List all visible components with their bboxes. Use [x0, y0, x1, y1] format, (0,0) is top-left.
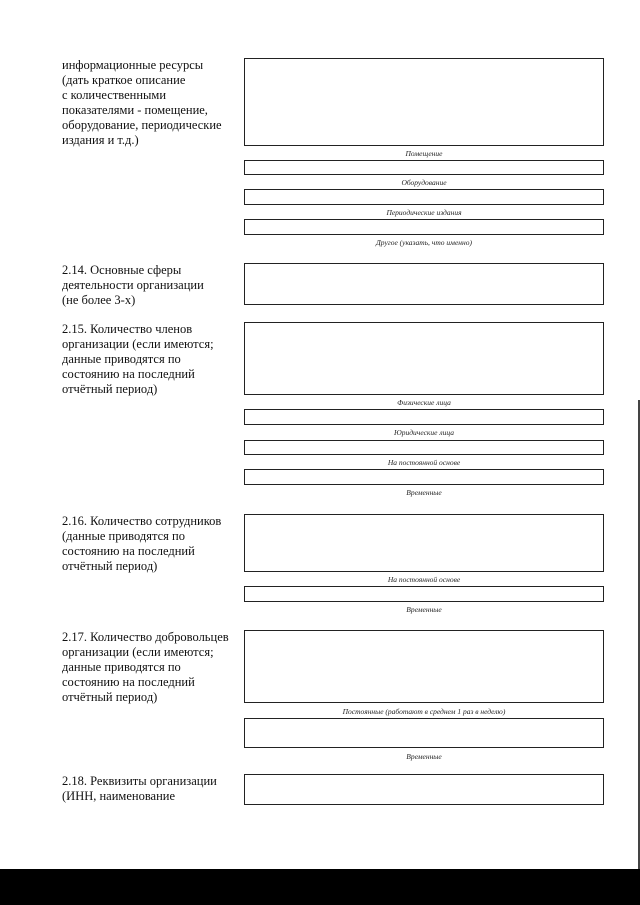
caption-other: Другое (указать, что именно): [376, 238, 472, 247]
scan-bottom-band: [0, 869, 640, 905]
section-2-14-label: 2.14. Основные сферы деятельности организации (не более 3-х): [62, 263, 204, 307]
caption-permanent-members: На постоянной основе: [387, 458, 461, 467]
caption-temporary-members: Временные: [406, 488, 442, 497]
permanent-members-field[interactable]: [244, 469, 604, 485]
volunteers-field[interactable]: [244, 630, 604, 703]
caption-permanent-volunteers: Постоянные (работают в среднем 1 раз в неделю): [342, 707, 506, 716]
section-2-18-label: 2.18. Реквизиты организации (ИНН, наименование: [62, 774, 217, 803]
caption-temporary-volunteers: Временные: [406, 752, 442, 761]
caption-legal-entities: Юридические лица: [394, 428, 454, 437]
premises-field[interactable]: [244, 160, 604, 175]
caption-premises: Помещение: [405, 149, 443, 158]
section-2-15-label: 2.15. Количество членов организации (если имеются; данные приводятся по состоянию на последний отчётный период): [62, 322, 214, 396]
info-resources-label: информационные ресурсы (дать краткое описание с количественными показателями - помещение, оборудование, периодические издания и т.д.): [62, 58, 222, 147]
caption-individuals: Физические лица: [397, 398, 451, 407]
individuals-field[interactable]: [244, 409, 604, 425]
periodicals-field[interactable]: [244, 219, 604, 235]
caption-permanent-employees: На постоянной основе: [387, 575, 461, 584]
permanent-volunteers-field[interactable]: [244, 718, 604, 748]
caption-temporary-employees: Временные: [406, 605, 442, 614]
members-field[interactable]: [244, 322, 604, 395]
activity-areas-field[interactable]: [244, 263, 604, 305]
caption-periodicals: Периодические издания: [386, 208, 462, 217]
section-2-17-label: 2.17. Количество добровольцев организации (если имеются; данные приводятся по состоянию на последний отчётный период): [62, 630, 229, 704]
requisites-field[interactable]: [244, 774, 604, 805]
permanent-employees-field[interactable]: [244, 586, 604, 602]
section-2-16-label: 2.16. Количество сотрудников (данные приводятся по состоянию на последний отчётный период): [62, 514, 222, 573]
equipment-field[interactable]: [244, 189, 604, 205]
caption-equipment: Оборудование: [401, 178, 447, 187]
employees-field[interactable]: [244, 514, 604, 572]
info-resources-field[interactable]: [244, 58, 604, 146]
legal-entities-field[interactable]: [244, 440, 604, 455]
